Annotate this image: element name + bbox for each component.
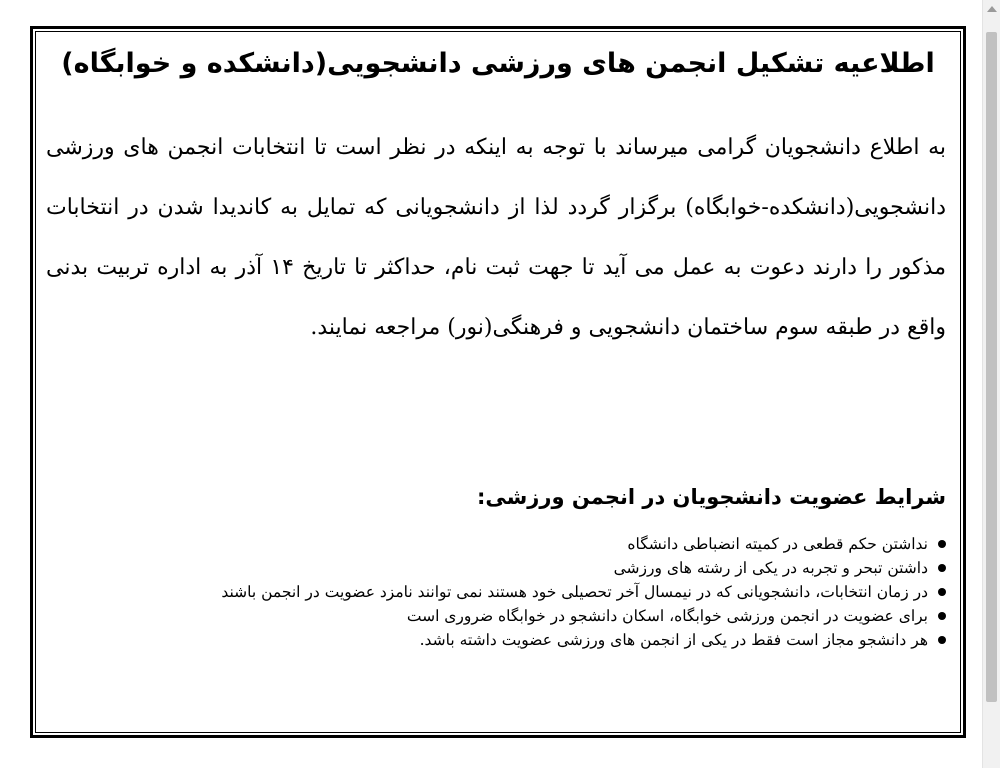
requirements-list bbox=[44, 532, 950, 652]
vertical-scrollbar[interactable] bbox=[982, 0, 1000, 768]
scrollbar-thumb[interactable] bbox=[986, 32, 997, 702]
notice-box bbox=[30, 26, 966, 738]
requirement-text: در زمان انتخابات، دانشجویانی که در نیمسال آخر تحصیلی خود هستند نمی توانند نامزد عضویت در انجمن باشند bbox=[221, 583, 928, 601]
list-item bbox=[44, 604, 950, 628]
bullet-icon bbox=[938, 540, 946, 548]
scroll-up-arrow-icon[interactable] bbox=[987, 6, 997, 12]
notice-body: به اطلاع دانشجویان گرامی میرساند با توجه به اینکه در نظر است تا انتخابات انجمن های ورزشی دانشجویی(دانشکده-خوابگاه) برگزار گردد لذا از دانشجویانی که تمایل به کاندیدا شدن در انتخابات مذکور را دارند دعوت به عمل می آید تا جهت ثبت نام، حداکثر تا تاریخ ۱۴ آذر به اداره تربیت بدنی واقع در طبقه سوم ساختمان دانشجویی و فرهنگی(نور) مراجعه نمایند. bbox=[46, 135, 946, 340]
requirement-text: داشتن تبحر و تجربه در یکی از رشته های ورزشی bbox=[613, 559, 928, 577]
requirement-text: برای عضویت در انجمن ورزشی خوابگاه، اسکان دانشجو در خوابگاه ضروری است bbox=[406, 607, 928, 625]
requirement-text: نداشتن حکم قطعی در کمیته انضباطی دانشگاه bbox=[627, 535, 928, 553]
list-item bbox=[44, 532, 950, 556]
list-item bbox=[44, 580, 950, 604]
list-item bbox=[44, 628, 950, 652]
bullet-icon bbox=[938, 636, 946, 644]
bullet-icon bbox=[938, 564, 946, 572]
bullet-icon bbox=[938, 612, 946, 620]
bullet-icon bbox=[938, 588, 946, 596]
notice-title: اطلاعیه تشکیل انجمن های ورزشی دانشجویی(دانشکده و خوابگاه) bbox=[61, 48, 935, 79]
list-item bbox=[44, 556, 950, 580]
membership-heading: شرایط عضویت دانشجویان در انجمن ورزشی: bbox=[477, 485, 946, 509]
requirement-text: هر دانشجو مجاز است فقط در یکی از انجمن های ورزشی عضویت داشته باشد. bbox=[419, 631, 928, 649]
notice-inner-border bbox=[35, 31, 961, 733]
